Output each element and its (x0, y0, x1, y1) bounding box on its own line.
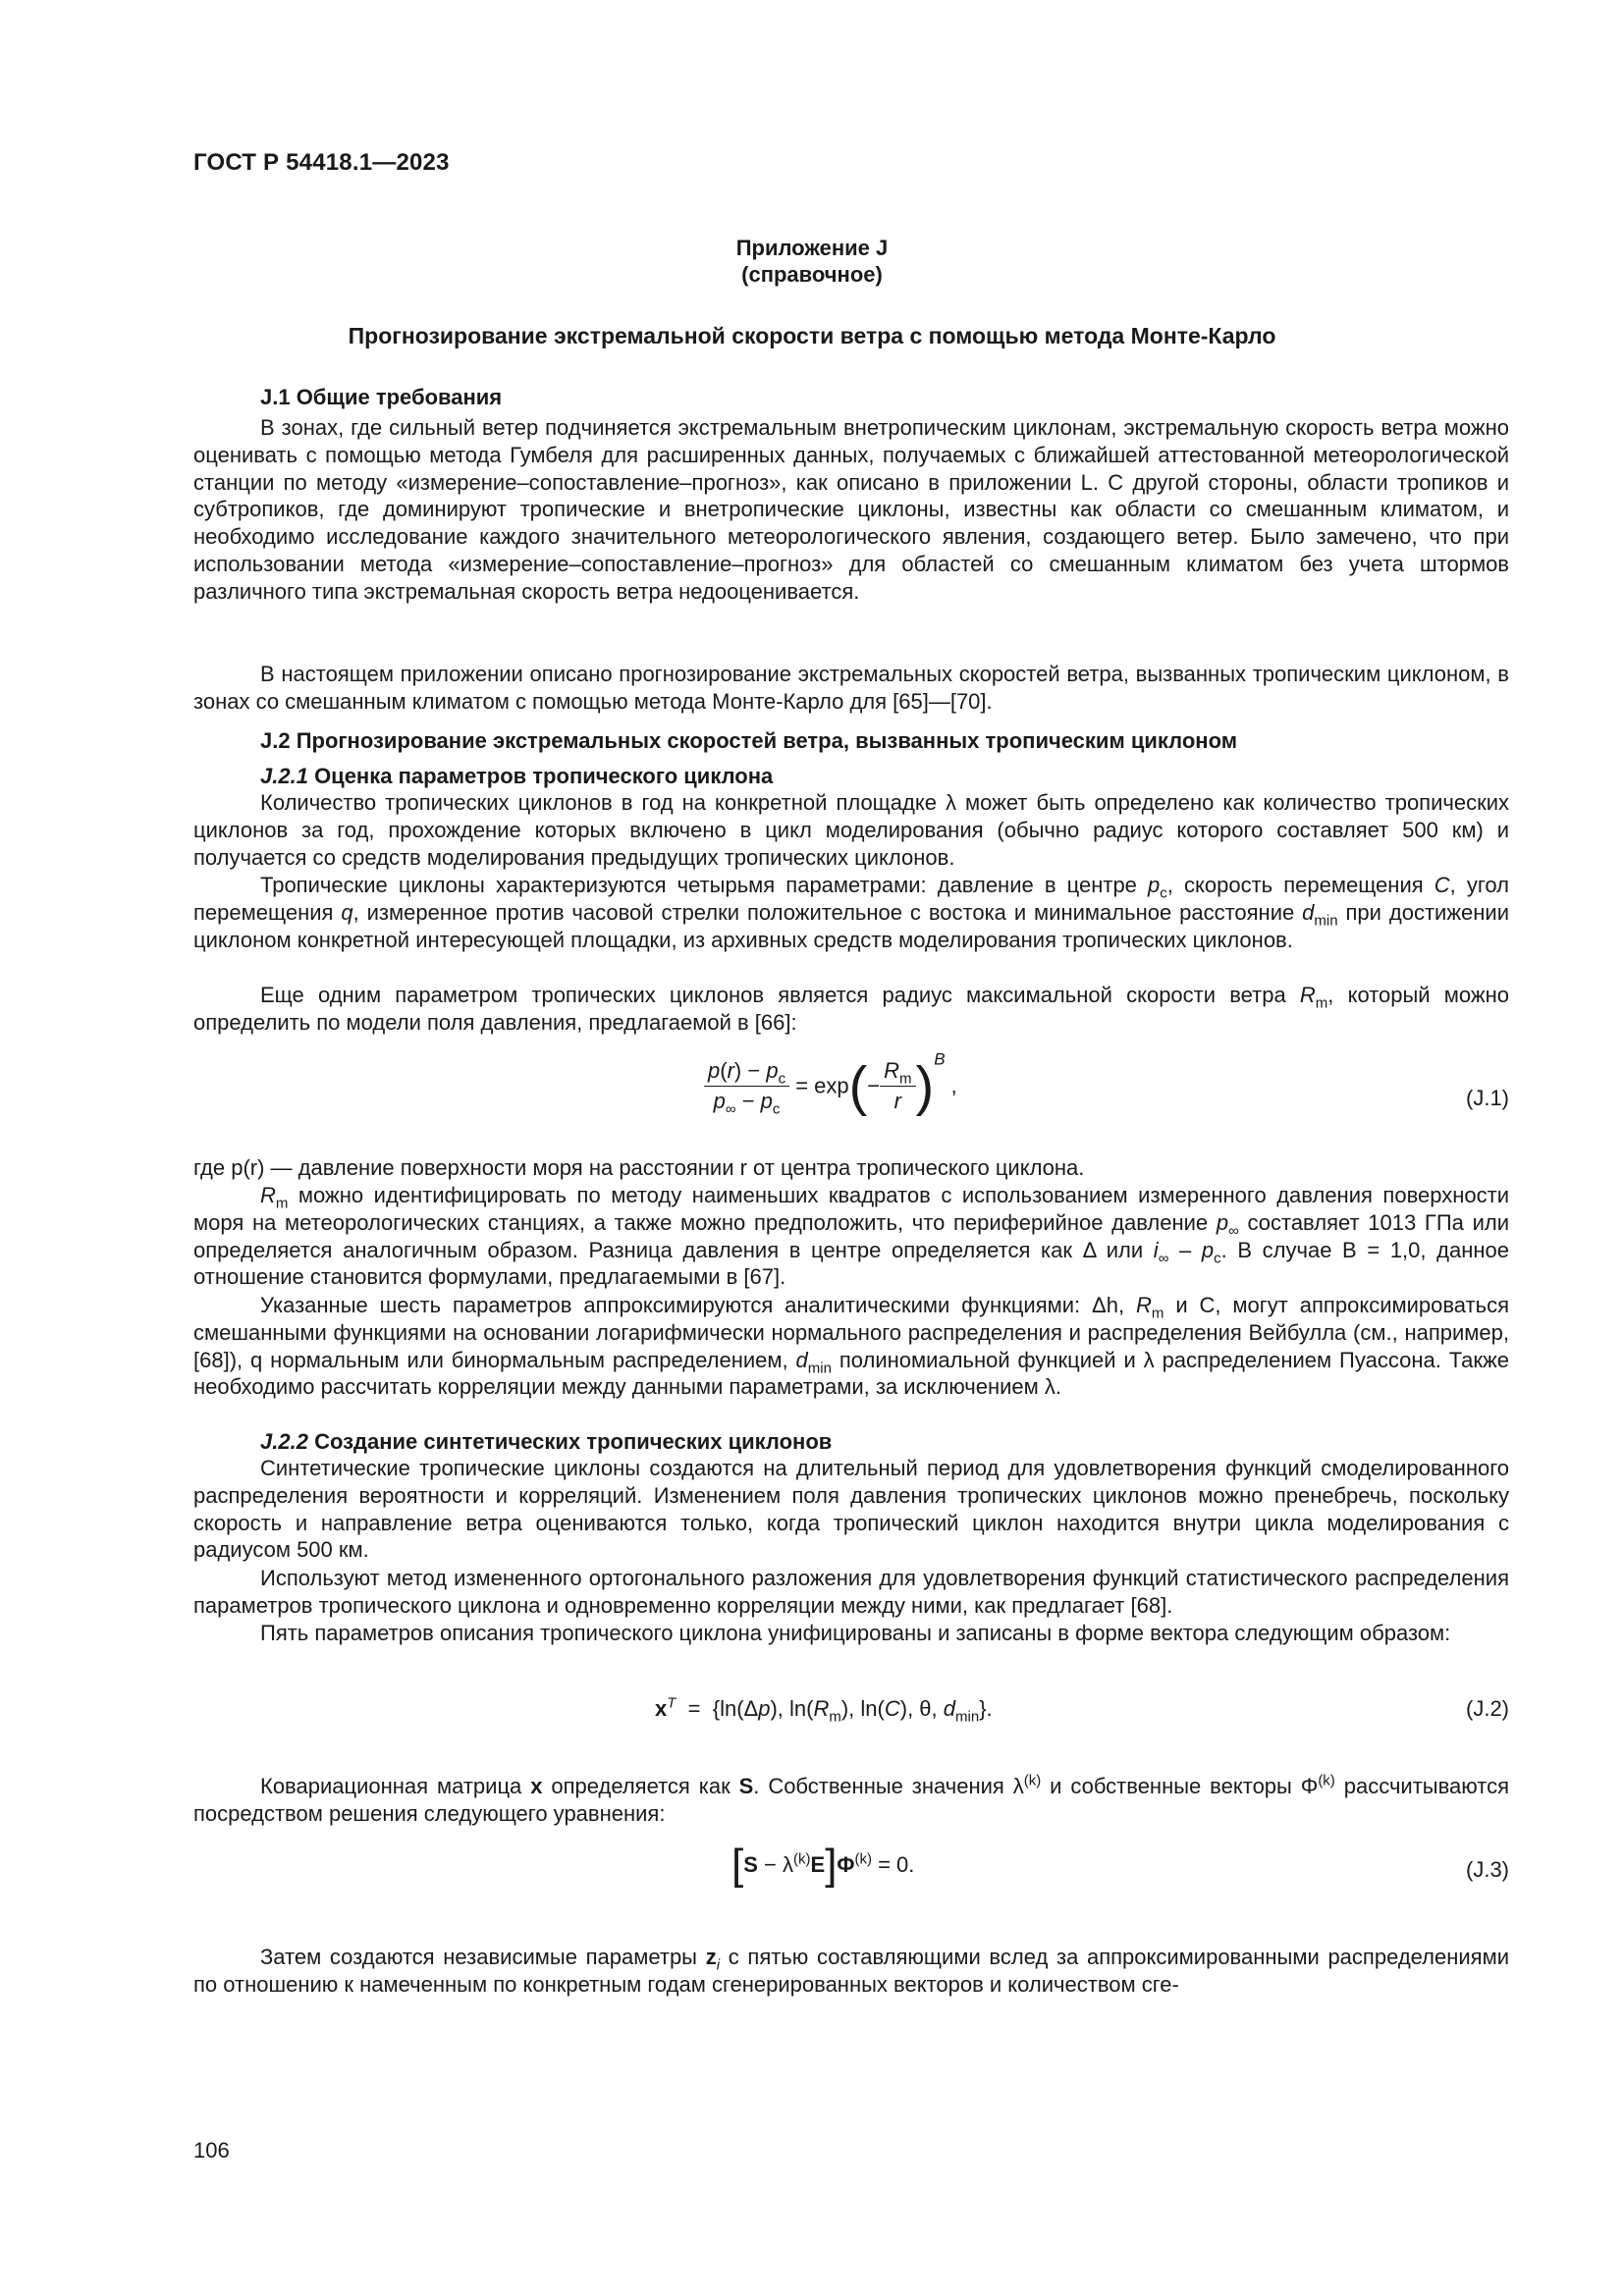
appendix-heading: Прогнозирование экстремальной скорости ветра с помощью метода Монте-Карло (348, 323, 1276, 348)
paragraph-j1-2: В настоящем приложении описано прогнозирование экстремальных скоростей ветра, вызванных тропическим циклоном, в зонах со смешанным климатом с помощью метода Монте-Карло для [65]—[70]. (193, 662, 1509, 714)
paragraph-j21-3: Еще одним параметром тропических циклонов является радиус максимальной скорости ветра $R_m$, который можно определить по модели поля давления, предлагаемой в [66]: (193, 983, 1509, 1035)
subsection-title: Создание синтетических тропических циклонов (314, 1429, 833, 1454)
subsection-title: Оценка параметров тропического циклона (314, 764, 774, 788)
subsection-heading-j22 (260, 1429, 832, 1455)
equation-j2 (193, 1696, 1509, 1735)
paragraph-j22-3: Пять параметров описания тропического циклона унифицированы и записаны в форме вектора следующим образом: (260, 1621, 1451, 1645)
paragraph-j21-4: $R_m$ можно идентифицировать по методу наименьших квадратов с использованием измеренного давления поверхности моря на метеорологических станциях, а также можно предположить, что периферийное давление $p_\infty$ составляет 1013 ГПа или определяется аналогичным образом. Разница давления в центре определяется как Δ или $i_\infty - p_c$. В случае B = 1,0, данное отношение становится формулами, предлагаемыми в [67]. (193, 1183, 1509, 1290)
equation-number-j2: (J.2) (1466, 1696, 1509, 1721)
paragraph-j22-4: Ковариационная матрица x определяется как S. Собственные значения $\lambda^{(k)}$ и собственные векторы $\Phi^{(k)}$ рассчитываются посредством решения следующего уравнения: (193, 1772, 1510, 1826)
equation-number-j3: (J.3) (1466, 1857, 1509, 1882)
section-heading-j2: J.2 Прогнозирование экстремальных скоростей ветра, вызванных тропическим циклоном (260, 728, 1238, 753)
paragraph-j21-1: Количество тропических циклонов в год на конкретной площадке λ может быть определено как количество тропических циклонов за год, прохождение которых включено в цикл моделирования (обычно радиус которого составляет 500 км) и получается со средств моделирования предыдущих тропических циклонов. (193, 790, 1509, 870)
subsection-number: J.2.1 (260, 764, 308, 788)
paragraph-j1-1: В зонах, где сильный ветер подчиняется экстремальным внетропическим циклонам, экстремальную скорость ветра можно оценивать с помощью метода Гумбеля для расширенных данных, получаемых с ближайшей аттестованной метеорологической станции по методу «измерение–сопоставление–прогноз», как описано в приложении L. С другой стороны, области тропиков и субтропиков, где доминируют тропические и внетропические циклоны, известны как области со смешанным климатом, и необходимо исследование каждого значительного метеорологического явления, создающего ветер. Было замечено, что при использовании метода «измерение–сопоставление–прогноз» для областей со смешанным климатом без учета штормов различного типа экстремальная скорость ветра недооценивается. (193, 415, 1509, 604)
equation-j1-body: $\frac{p(r) - p_c}{p_\infty - p_c}$ = exp(− $\frac{R_m}{r}$ )$^B$ , (704, 1058, 957, 1114)
paragraph-where: где p(r) — давление поверхности моря на расстоянии r от центра тропического циклона. (193, 1155, 1085, 1180)
paragraph-j22-5: Затем создаются независимые параметры $z_i$ с пятью составляющими вслед за аппроксимированными распределениями по отношению к намеченным по конкретным годам сгенерированных векторов и количеством сге- (193, 1945, 1510, 1997)
appendix-title: Приложение J (735, 236, 889, 260)
paragraph-j22-1: Синтетические тропические циклоны создаются на длительный период для удовлетворения функций смоделированного распределения вероятности и корреляций. Изменением поля давления тропических циклонов можно пренебречь, поскольку скорость и направление ветра оцениваются только, когда тропический циклон находится внутри цикла моделирования с радиусом 500 км. (193, 1456, 1509, 1563)
equation-j3 (193, 1843, 1509, 1898)
paragraph-j21-5: Указанные шесть параметров аппроксимируются аналитическими функциями: Δh, $R_m$ и C, могут аппроксимироваться смешанными функциями на основании логарифмически нормального распределения и распределения Вейбулла (см., например, [68]), q нормальным или бинормальным распределением, $d_{min}$ полиномиальной функцией и λ распределением Пуассона. Также необходимо рассчитать корреляции между данными параметрами, за исключением λ. (193, 1293, 1510, 1400)
appendix-type: (справочное) (741, 262, 883, 287)
document-code-header: ГОСТ Р 54418.1—2023 (193, 149, 450, 176)
equation-j1 (193, 1049, 1509, 1137)
section-heading-j1: J.1 Общие требования (260, 385, 503, 409)
paragraph-j22-2: Используют метод измененного ортогонального разложения для удовлетворения функций статистического распределения параметров тропического циклона и одновременно корреляции между ними, как предлагает [68]. (193, 1566, 1509, 1618)
subsection-heading-j21 (260, 764, 773, 789)
equation-j2-body: $x^T = \{\ln(\Delta p)$, $\ln(R_m)$, ln(C), θ, $d_{min}$}. (655, 1694, 993, 1726)
page-number: 106 (193, 2138, 230, 2163)
equation-number-j1: (J.1) (1466, 1086, 1509, 1110)
paragraph-j21-2: Тропические циклоны характеризуются четырьмя параметрами: давление в центре $p_c$, скорость перемещения C, угол перемещения q, измеренное против часовой стрелки положительное с востока и минимальное расстояние $d_{min}$ при достижении циклоном конкретной интересующей площадки, из архивных средств моделирования тропических циклонов. (193, 873, 1509, 952)
subsection-number: J.2.2 (260, 1429, 308, 1454)
equation-j3-body: $[S - \lambda^{(k)}E]\Phi^{(k)} = 0$. (731, 1841, 915, 1889)
